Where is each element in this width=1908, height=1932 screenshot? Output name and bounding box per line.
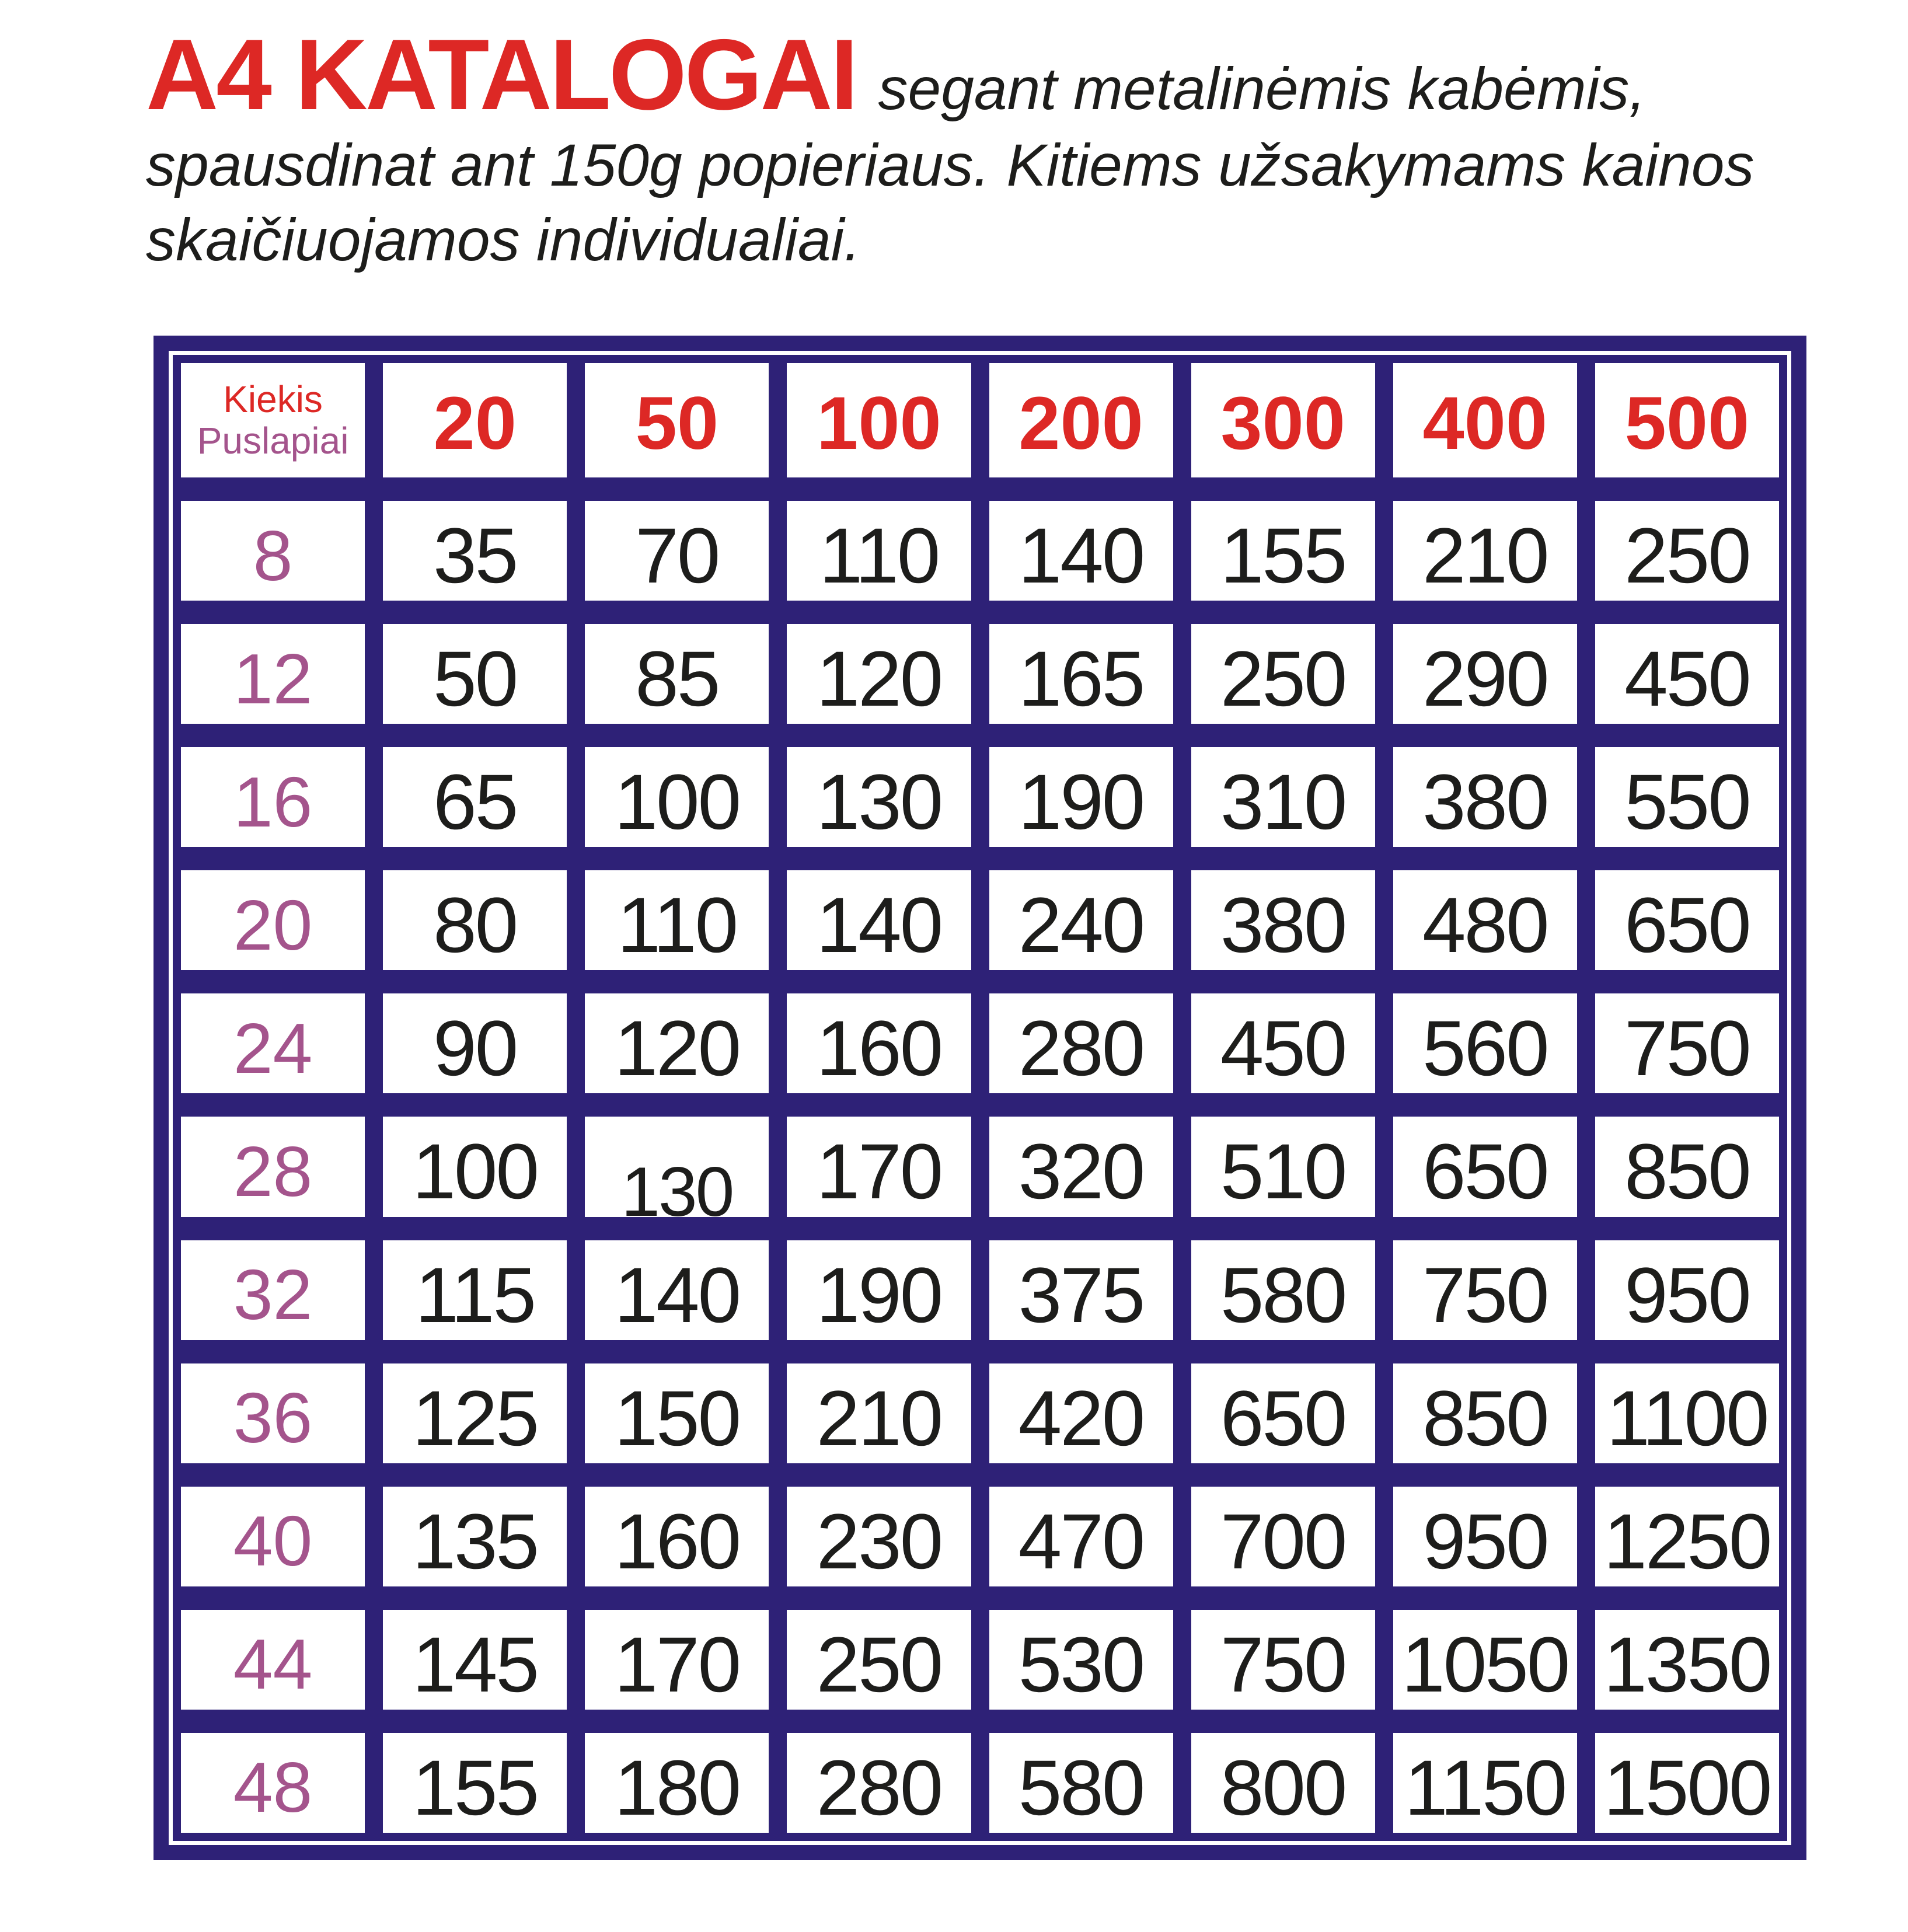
quantity-header-cell: 50 <box>580 358 773 482</box>
price-cell: 1350 <box>1590 1605 1784 1714</box>
page-header <box>146 19 1897 278</box>
price-cell: 135 <box>378 1482 571 1591</box>
price-cell: 650 <box>1590 866 1784 975</box>
price-cell: 140 <box>580 1236 773 1345</box>
quantity-header-cell: 20 <box>378 358 571 482</box>
price-cell: 950 <box>1590 1236 1784 1345</box>
price-cell: 85 <box>580 619 773 728</box>
price-cell: 950 <box>1389 1482 1582 1591</box>
price-cell: 130 <box>782 742 975 852</box>
price-cell: 115 <box>378 1236 571 1345</box>
price-cell: 380 <box>1187 866 1380 975</box>
page-count-cell: 28 <box>176 1112 369 1221</box>
page-count-cell: 8 <box>176 496 369 605</box>
price-cell: 165 <box>985 619 1178 728</box>
price-cell: 550 <box>1590 742 1784 852</box>
price-cell: 170 <box>782 1112 975 1221</box>
quantity-header-cell: 200 <box>985 358 1178 482</box>
price-cell: 1150 <box>1389 1728 1582 1837</box>
price-cell: 320 <box>985 1112 1178 1221</box>
price-cell: 450 <box>1590 619 1784 728</box>
price-cell: 70 <box>580 496 773 605</box>
price-cell: 120 <box>580 989 773 1098</box>
quantity-header-cell: 300 <box>1187 358 1380 482</box>
page-count-cell: 24 <box>176 989 369 1098</box>
price-cell: 125 <box>378 1359 571 1468</box>
price-cell: 240 <box>985 866 1178 975</box>
price-table-grid <box>173 355 1787 1841</box>
price-cell: 375 <box>985 1236 1178 1345</box>
price-cell: 130 <box>580 1112 773 1221</box>
price-cell: 560 <box>1389 989 1582 1098</box>
price-cell: 510 <box>1187 1112 1380 1221</box>
price-cell: 145 <box>378 1605 571 1714</box>
price-cell: 110 <box>580 866 773 975</box>
price-cell: 580 <box>985 1728 1178 1837</box>
price-cell: 35 <box>378 496 571 605</box>
price-cell: 155 <box>1187 496 1380 605</box>
price-cell: 420 <box>985 1359 1178 1468</box>
price-cell: 470 <box>985 1482 1178 1591</box>
price-cell: 850 <box>1590 1112 1784 1221</box>
page-count-cell: 16 <box>176 742 369 852</box>
price-cell: 65 <box>378 742 571 852</box>
price-cell: 150 <box>580 1359 773 1468</box>
price-cell: 450 <box>1187 989 1380 1098</box>
price-cell: 580 <box>1187 1236 1380 1345</box>
price-cell: 250 <box>782 1605 975 1714</box>
price-cell: 1250 <box>1590 1482 1784 1591</box>
page-count-cell: 44 <box>176 1605 369 1714</box>
price-cell: 290 <box>1389 619 1582 728</box>
price-cell: 1500 <box>1590 1728 1784 1837</box>
price-cell: 310 <box>1187 742 1380 852</box>
price-cell: 155 <box>378 1728 571 1837</box>
price-cell: 80 <box>378 866 571 975</box>
price-cell: 800 <box>1187 1728 1380 1837</box>
price-cell: 250 <box>1187 619 1380 728</box>
corner-label-kiekis: Kiekis <box>223 378 323 420</box>
price-cell: 250 <box>1590 496 1784 605</box>
price-cell: 50 <box>378 619 571 728</box>
price-cell: 90 <box>378 989 571 1098</box>
price-cell: 650 <box>1389 1112 1582 1221</box>
price-cell: 100 <box>378 1112 571 1221</box>
price-cell: 210 <box>1389 496 1582 605</box>
price-table <box>154 336 1806 1860</box>
price-cell: 140 <box>985 496 1178 605</box>
quantity-header-cell: 100 <box>782 358 975 482</box>
page-count-cell: 12 <box>176 619 369 728</box>
subtitle-line-2: spausdinat ant 150g popieriaus. Kitiems užsakymams kainos <box>146 131 1754 198</box>
price-cell: 700 <box>1187 1482 1380 1591</box>
price-cell: 1050 <box>1389 1605 1582 1714</box>
price-cell: 850 <box>1389 1359 1582 1468</box>
page-count-cell: 36 <box>176 1359 369 1468</box>
price-cell: 100 <box>580 742 773 852</box>
page-count-cell: 40 <box>176 1482 369 1591</box>
price-cell: 190 <box>985 742 1178 852</box>
price-cell: 480 <box>1389 866 1582 975</box>
price-cell: 110 <box>782 496 975 605</box>
price-cell: 170 <box>580 1605 773 1714</box>
price-cell: 280 <box>782 1728 975 1837</box>
price-cell: 650 <box>1187 1359 1380 1468</box>
price-cell: 530 <box>985 1605 1178 1714</box>
page-title: A4 KATALOGAI <box>146 19 856 131</box>
price-cell: 160 <box>580 1482 773 1591</box>
subtitle-line-1: segant metalinėmis kabėmis, <box>878 55 1646 122</box>
price-cell: 750 <box>1389 1236 1582 1345</box>
price-cell: 140 <box>782 866 975 975</box>
price-cell: 1100 <box>1590 1359 1784 1468</box>
header-line-1 <box>146 19 1897 131</box>
price-cell: 180 <box>580 1728 773 1837</box>
price-cell: 750 <box>1590 989 1784 1098</box>
price-cell: 160 <box>782 989 975 1098</box>
quantity-header-cell: 400 <box>1389 358 1582 482</box>
price-cell: 380 <box>1389 742 1582 852</box>
page-count-cell: 20 <box>176 866 369 975</box>
price-cell: 750 <box>1187 1605 1380 1714</box>
corner-cell <box>176 358 369 482</box>
corner-label-puslapiai: Puslapiai <box>197 420 349 462</box>
page-count-cell: 48 <box>176 1728 369 1837</box>
price-cell: 210 <box>782 1359 975 1468</box>
subtitle-line-3: skaičiuojamos individualiai. <box>146 207 861 274</box>
price-cell: 280 <box>985 989 1178 1098</box>
price-cell: 190 <box>782 1236 975 1345</box>
quantity-header-cell: 500 <box>1590 358 1784 482</box>
page-count-cell: 32 <box>176 1236 369 1345</box>
price-cell: 120 <box>782 619 975 728</box>
price-cell: 230 <box>782 1482 975 1591</box>
